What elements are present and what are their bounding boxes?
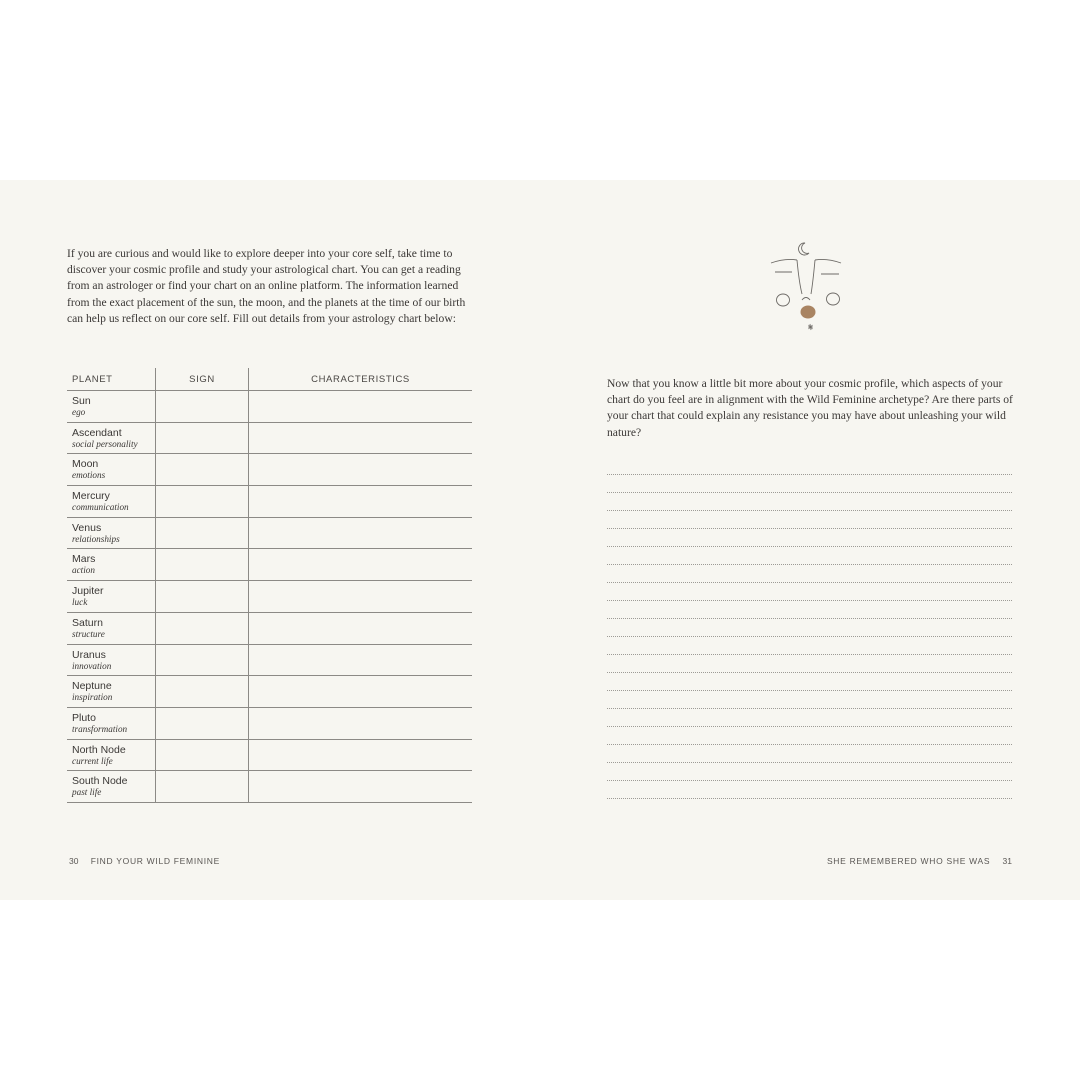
- writing-line[interactable]: [607, 780, 1012, 798]
- sign-cell[interactable]: [156, 391, 249, 423]
- astrology-chart-table: [67, 368, 472, 803]
- writing-line[interactable]: [607, 708, 1012, 726]
- planet-meaning: inspiration: [72, 692, 113, 703]
- planet-meaning: transformation: [72, 723, 128, 734]
- planet-name: Ascendant: [72, 426, 122, 439]
- writing-line[interactable]: [607, 636, 1012, 654]
- planet-name: Venus: [72, 521, 102, 534]
- table-row-mars: [67, 549, 472, 581]
- planet-name: Moon: [72, 458, 99, 471]
- planet-cell: [67, 644, 156, 676]
- writing-line[interactable]: [607, 510, 1012, 528]
- characteristics-cell[interactable]: [249, 739, 473, 771]
- planet-cell: [67, 771, 156, 803]
- writing-line[interactable]: [607, 672, 1012, 690]
- characteristics-cell[interactable]: [249, 549, 473, 581]
- planet-cell: [67, 581, 156, 613]
- running-title-left: FIND YOUR WILD FEMININE: [90, 856, 220, 866]
- planet-meaning: ego: [72, 407, 86, 417]
- planet-name: Jupiter: [72, 585, 104, 598]
- page-number-left: 30: [69, 856, 79, 866]
- planet-cell: [67, 707, 156, 739]
- characteristics-cell[interactable]: [249, 676, 473, 708]
- planet-name: North Node: [72, 743, 126, 756]
- planet-meaning: past life: [72, 787, 102, 798]
- planet-name: Neptune: [72, 680, 112, 693]
- footer-right: [827, 856, 1012, 866]
- characteristics-cell[interactable]: [249, 644, 473, 676]
- sign-cell[interactable]: [156, 771, 249, 803]
- writing-line[interactable]: [607, 762, 1012, 780]
- planet-meaning: luck: [72, 597, 88, 608]
- planet-cell: [67, 739, 156, 771]
- writing-line[interactable]: [607, 474, 1012, 492]
- page-number-right: 31: [1002, 856, 1012, 866]
- planet-meaning: social personality: [72, 438, 138, 449]
- planet-cell: [67, 517, 156, 549]
- planet-name: South Node: [72, 775, 128, 788]
- table-header-row: [67, 368, 472, 391]
- characteristics-cell[interactable]: [249, 771, 473, 803]
- table-row-neptune: [67, 676, 472, 708]
- journal-writing-lines[interactable]: [607, 474, 1012, 816]
- sign-cell[interactable]: [156, 549, 249, 581]
- writing-line[interactable]: [607, 546, 1012, 564]
- header-sign: SIGN: [156, 368, 249, 391]
- planet-cell: [67, 391, 156, 423]
- writing-line[interactable]: [607, 744, 1012, 762]
- table-row-north-node: [67, 739, 472, 771]
- planet-name: Saturn: [72, 616, 103, 629]
- sign-cell[interactable]: [156, 517, 249, 549]
- writing-line[interactable]: [607, 726, 1012, 744]
- table-row-uranus: [67, 644, 472, 676]
- planet-cell: [67, 454, 156, 486]
- planet-meaning: emotions: [72, 470, 106, 481]
- header-characteristics: CHARACTERISTICS: [249, 368, 473, 391]
- nose-shape: [801, 306, 816, 319]
- planet-meaning: relationships: [72, 533, 120, 544]
- table-row-mercury: [67, 486, 472, 518]
- running-title-right: SHE REMEMBERED WHO SHE WAS: [826, 856, 991, 866]
- table-row-jupiter: [67, 581, 472, 613]
- header-planet: PLANET: [67, 368, 156, 391]
- writing-line[interactable]: [607, 600, 1012, 618]
- planet-cell: [67, 422, 156, 454]
- writing-line[interactable]: [607, 618, 1012, 636]
- face-moon-illustration-icon: [765, 238, 847, 336]
- characteristics-cell[interactable]: [249, 486, 473, 518]
- sign-cell[interactable]: [156, 581, 249, 613]
- table-row-south-node: [67, 771, 472, 803]
- characteristics-cell[interactable]: [249, 707, 473, 739]
- characteristics-cell[interactable]: [249, 391, 473, 423]
- sign-cell[interactable]: [156, 676, 249, 708]
- planet-meaning: innovation: [72, 660, 112, 671]
- sign-cell[interactable]: [156, 707, 249, 739]
- writing-line[interactable]: [607, 690, 1012, 708]
- sign-cell[interactable]: [156, 739, 249, 771]
- intro-paragraph: If you are curious and would like to explore deeper into your core self, take time to discover your cosmic profile and study your astrological chart. You can get a reading from an astrologer or find your chart on an online platform. The information learned from the exact placement of the sun, the moon, and the planets at the time of our birth can help us reflect on our core self. Fill out details from your astrology chart below:: [67, 247, 466, 325]
- characteristics-cell[interactable]: [249, 612, 473, 644]
- planet-meaning: communication: [72, 502, 129, 513]
- characteristics-cell[interactable]: [249, 581, 473, 613]
- planet-name: Sun: [72, 395, 91, 407]
- planet-name: Mars: [72, 553, 96, 566]
- sign-cell[interactable]: [156, 422, 249, 454]
- writing-line[interactable]: [607, 582, 1012, 600]
- sign-cell[interactable]: [156, 612, 249, 644]
- planet-name: Pluto: [72, 711, 96, 724]
- writing-line[interactable]: [607, 654, 1012, 672]
- planet-cell: [67, 676, 156, 708]
- planet-cell: [67, 486, 156, 518]
- planet-meaning: action: [72, 565, 95, 576]
- writing-line[interactable]: [607, 798, 1012, 816]
- characteristics-cell[interactable]: [249, 422, 473, 454]
- writing-line[interactable]: [607, 492, 1012, 510]
- planet-meaning: current life: [72, 755, 113, 766]
- table-row-ascendant: [67, 422, 472, 454]
- planet-name: Uranus: [72, 648, 106, 661]
- planet-cell: [67, 612, 156, 644]
- table-row-sun: [67, 391, 472, 423]
- writing-line[interactable]: [607, 564, 1012, 582]
- table-row-saturn: [67, 612, 472, 644]
- table-row-moon: [67, 454, 472, 486]
- planet-cell: [67, 549, 156, 581]
- sign-cell[interactable]: [156, 486, 249, 518]
- planet-name: Mercury: [72, 490, 110, 503]
- characteristics-cell[interactable]: [249, 454, 473, 486]
- writing-line[interactable]: [607, 528, 1012, 546]
- table-row-pluto: [67, 707, 472, 739]
- table-row-venus: [67, 517, 472, 549]
- planet-meaning: structure: [72, 628, 105, 639]
- sign-cell[interactable]: [156, 454, 249, 486]
- characteristics-cell[interactable]: [249, 517, 473, 549]
- sign-cell[interactable]: [156, 644, 249, 676]
- footer-left: [69, 856, 220, 866]
- journal-prompt: Now that you know a little bit more about your cosmic profile, which aspects of your chart do you feel are in alignment with the Wild Feminine archetype? Are there parts of your chart that could explain any resistance you may have about unleashing your wild nature?: [607, 377, 1013, 439]
